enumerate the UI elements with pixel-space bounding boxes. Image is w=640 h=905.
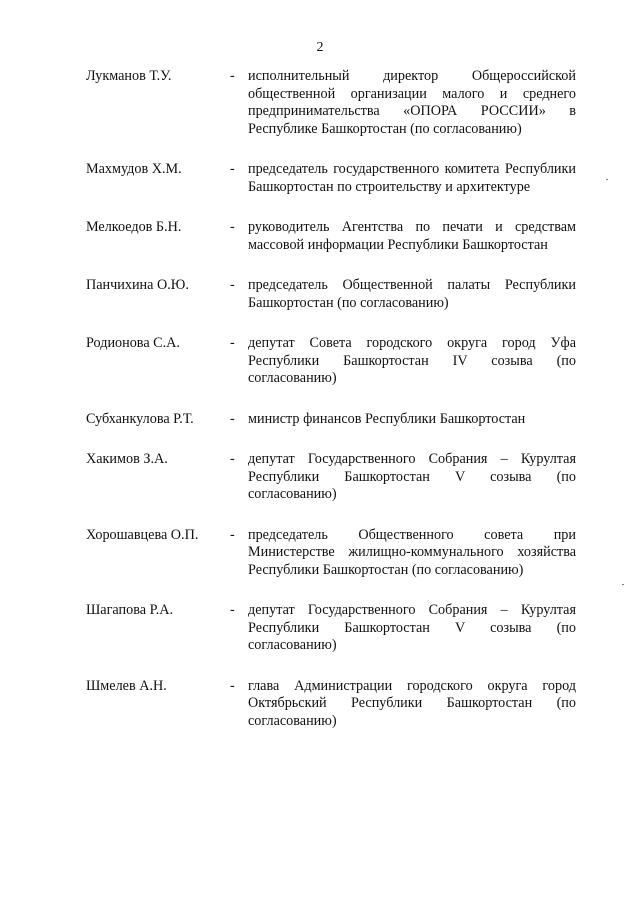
member-role: исполнительный директор Общероссийской общественной организации малого и среднего предпринимательства «ОПОРА РОССИИ» в Республике Башкортостан (по согласованию) [248,68,576,137]
member-entry-lukmanov [86,68,586,138]
member-name: Родионова С.А. [86,335,180,351]
member-role: руководитель Агентства по печати и средствам массовой информации Республики Башкортостан [248,219,576,253]
member-role: депутат Государственного Собрания – Курултая Республики Башкортостан V созыва (по согласованию) [248,451,576,502]
member-name: Панчихина О.Ю. [86,277,189,293]
member-entry-shmelev [86,678,586,731]
scan-speck [622,584,624,585]
member-entry-makhmudov [86,161,586,196]
member-name: Мелкоедов Б.Н. [86,219,182,235]
member-role: глава Администрации городского округа город Октябрьский Республики Башкортостан (по согласованию) [248,677,576,729]
member-entry-rodionova [86,335,586,388]
dash-separator: - [230,677,235,694]
member-name: Махмудов Х.М. [86,161,182,177]
dash-separator: - [230,526,235,543]
member-role: депутат Совета городского округа город Уфа Республики Башкортостан IV созыва (по согласованию) [248,335,576,386]
member-entry-khoroshavtseva [86,527,586,580]
member-entry-subkhankulova [86,411,586,429]
scan-speck [606,179,608,180]
member-role: председатель государственного комитета Республики Башкортостан по строительству и архитектуре [248,161,576,195]
member-list [86,68,586,753]
member-entry-panchikhina [86,277,586,312]
member-role: председатель Общественного совета при Министерстве жилищно-коммунального хозяйства Республики Башкортостан (по согласованию) [248,526,576,578]
member-role: председатель Общественной палаты Республики Башкортостан (по согласованию) [248,277,576,311]
member-name: Хакимов З.А. [86,451,168,467]
dash-separator: - [230,602,235,618]
member-name: Шагапова Р.А. [86,602,174,618]
dash-separator: - [230,335,235,351]
member-entry-shagapova [86,602,586,655]
page-number: 2 [316,40,324,55]
member-name: Лукманов Т.У. [86,68,172,84]
dash-separator: - [230,219,235,235]
member-entry-melkoedov [86,219,586,254]
member-name: Хорошавцева О.П. [86,526,199,543]
member-role: депутат Государственного Собрания – Курултая Республики Башкортостан V созыва (по согласованию) [248,602,576,653]
member-name: Субханкулова Р.Т. [86,410,194,427]
dash-separator: - [230,68,235,84]
member-role: министр финансов Республики Башкортостан [248,410,526,427]
member-entry-khakimov [86,451,586,504]
member-name: Шмелев А.Н. [86,677,167,694]
dash-separator: - [230,277,235,293]
dash-separator: - [230,410,235,427]
dash-separator: - [230,161,235,177]
dash-separator: - [230,451,235,467]
